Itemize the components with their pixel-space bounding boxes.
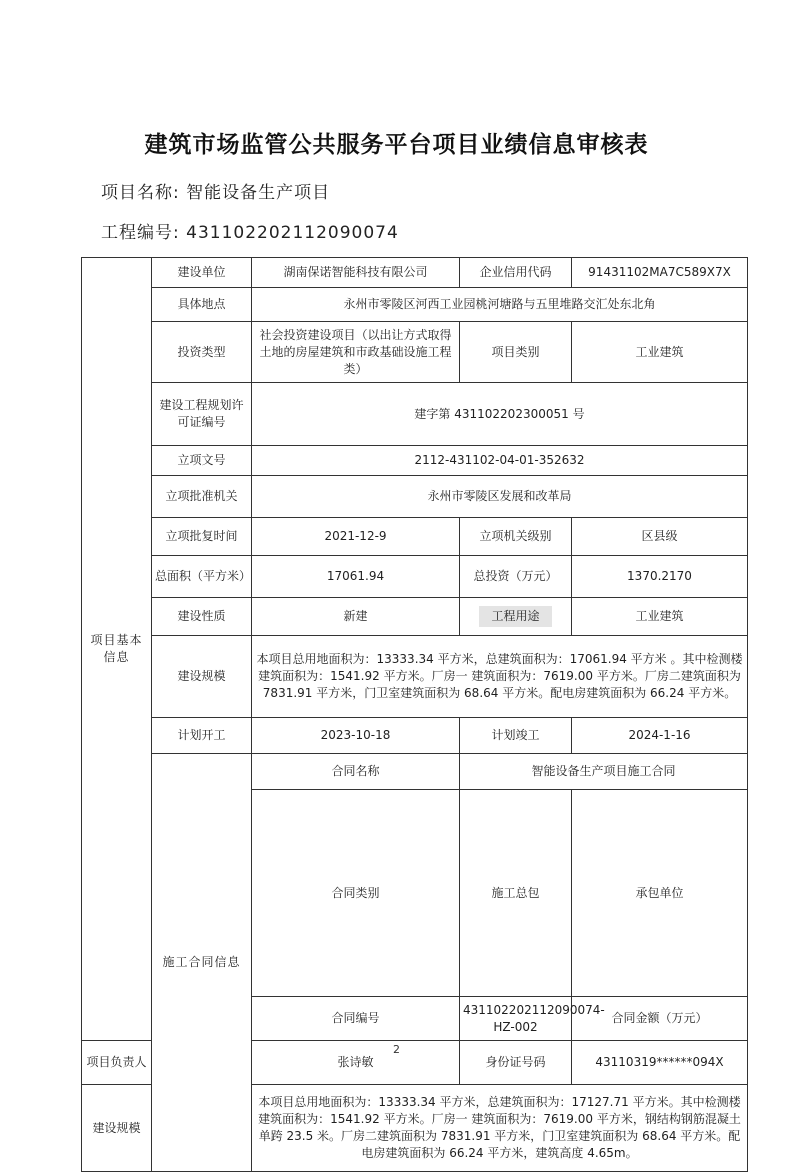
- id-value: 43110319******094X: [572, 1041, 748, 1085]
- address-label: 具体地点: [152, 288, 252, 322]
- contract-no-label: 合同编号: [252, 997, 460, 1041]
- total-invest-value: 1370.2170: [572, 556, 748, 598]
- total-area-label: 总面积（平方米）: [152, 556, 252, 598]
- contract-scale-value: 本项目总用地面积为：13333.34 平方米，总建筑面积为：17127.71 平方米。其中检测楼建筑面积为：1541.92 平方米。厂房一 建筑面积为：7619.00 平方米，钢结构钢筋混凝土单跨 23.5 米。厂房二建筑面积为 7831.91 平方米，门卫室建筑面积为 68.64 平方米。配电房建筑面积为 66.24 平方米，建筑高度 4.65m。: [252, 1085, 748, 1172]
- table-row: [82, 754, 748, 790]
- invest-type-label: 投资类型: [152, 322, 252, 383]
- build-unit-label: 建设单位: [152, 258, 252, 288]
- build-unit-value: 湖南保诺智能科技有限公司: [252, 258, 460, 288]
- id-label: 身份证号码: [460, 1041, 572, 1085]
- table-row: [82, 383, 748, 446]
- table-row: [82, 288, 748, 322]
- project-code-line: 工程编号: 431102202112090074: [101, 223, 399, 243]
- contract-type-value: 施工总包: [460, 790, 572, 997]
- contract-no-value: 431102202112090074-HZ-002: [460, 997, 572, 1041]
- plan-end-value: 2024-1-16: [572, 718, 748, 754]
- section-basic-info: 项目基本信息: [82, 258, 152, 1041]
- build-nature-label: 建设性质: [152, 598, 252, 636]
- approval-org-label: 立项批准机关: [152, 476, 252, 518]
- approval-date-value: 2021-12-9: [252, 518, 460, 556]
- table-row: [82, 598, 748, 636]
- info-table: [81, 257, 748, 1172]
- contract-type-label: 合同类别: [252, 790, 460, 997]
- section-contract-info: 施工合同信息: [152, 754, 252, 1172]
- scale-label: 建设规模: [152, 636, 252, 718]
- approval-date-label: 立项批复时间: [152, 518, 252, 556]
- usage-value: 工业建筑: [572, 598, 748, 636]
- contract-name-value: 智能设备生产项目施工合同: [460, 754, 748, 790]
- contract-amount-label: 合同金额（万元）: [572, 997, 748, 1041]
- manager-value: 张诗敏: [252, 1041, 460, 1085]
- project-category-label: 项目类别: [460, 322, 572, 383]
- manager-label: 项目负责人: [82, 1041, 152, 1085]
- table-row: [82, 446, 748, 476]
- table-row: [82, 476, 748, 518]
- plan-end-label: 计划竣工: [460, 718, 572, 754]
- contractor-label: 承包单位: [572, 790, 748, 997]
- scale-value: 本项目总用地面积为：13333.34 平方米，总建筑面积为：17061.94 平方米 。其中检测楼建筑面积为：1541.92 平方米。厂房一 建筑面积为：7619.00 平方米。厂房二建筑面积为 7831.91 平方米，门卫室建筑面积为 68.64 平方米。配电房建筑面积为 66.24 平方米。: [252, 636, 748, 718]
- page-number: 2: [393, 1043, 400, 1056]
- build-nature-value: 新建: [252, 598, 460, 636]
- permit-value: 建字第 431102202300051 号: [252, 383, 748, 446]
- contract-name-label: 合同名称: [252, 754, 460, 790]
- usage-label-cell: [460, 598, 572, 636]
- table-row: [82, 322, 748, 383]
- address-value: 永州市零陵区河西工业园桃河塘路与五里堆路交汇处东北角: [252, 288, 748, 322]
- approval-doc-value: 2112-431102-04-01-352632: [252, 446, 748, 476]
- page-title: 建筑市场监管公共服务平台项目业绩信息审核表: [144, 132, 649, 158]
- plan-start-value: 2023-10-18: [252, 718, 460, 754]
- table-row: [82, 718, 748, 754]
- table-row: [82, 518, 748, 556]
- plan-start-label: 计划开工: [152, 718, 252, 754]
- approval-org-value: 永州市零陵区发展和改革局: [252, 476, 748, 518]
- credit-code-value: 91431102MA7C589X7X: [572, 258, 748, 288]
- project-name-line: 项目名称: 智能设备生产项目: [101, 183, 331, 203]
- total-invest-label: 总投资（万元）: [460, 556, 572, 598]
- approval-level-value: 区县级: [572, 518, 748, 556]
- table-row: [82, 636, 748, 718]
- contract-scale-label: 建设规模: [82, 1085, 152, 1172]
- table-row: [82, 556, 748, 598]
- permit-label: 建设工程规划许可证编号: [152, 383, 252, 446]
- project-category-value: 工业建筑: [572, 322, 748, 383]
- total-area-value: 17061.94: [252, 556, 460, 598]
- approval-doc-label: 立项文号: [152, 446, 252, 476]
- approval-level-label: 立项机关级别: [460, 518, 572, 556]
- table-row: [82, 258, 748, 288]
- credit-code-label: 企业信用代码: [460, 258, 572, 288]
- usage-label: 工程用途: [479, 606, 551, 627]
- invest-type-value: 社会投资建设项目（以出让方式取得土地的房屋建筑和市政基础设施工程类）: [252, 322, 460, 383]
